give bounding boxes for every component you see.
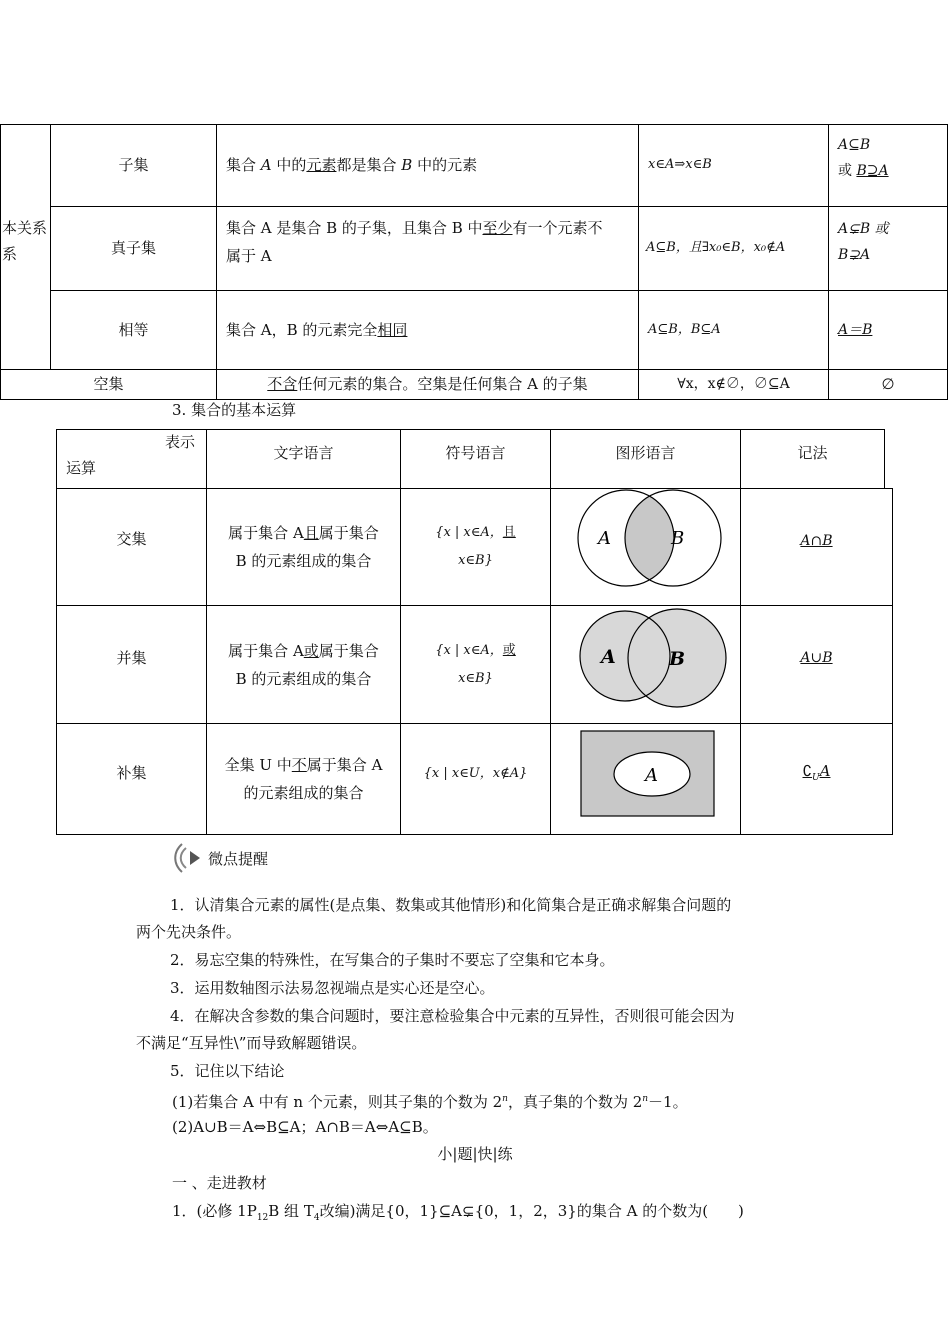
row-empty-notation: ∅	[881, 375, 895, 393]
header-symbol: 符号语言	[445, 444, 506, 462]
row-intersection-symbol: {x | x∈A，且 x∈B}	[435, 525, 516, 568]
row-equal-symbol: A⊆B，B⊆A	[648, 321, 721, 337]
header-corner-top: 表示	[165, 433, 196, 451]
row-complement-text: 全集 U 中不属于集合 A 的元素组成的集合	[224, 756, 383, 802]
tips-title: 微点提醒	[208, 850, 269, 868]
group-label-tail: 系	[2, 245, 18, 263]
row-complement-name: 补集	[116, 764, 147, 782]
complement-venn	[551, 724, 740, 834]
row-intersection-text: 属于集合 A且属于集合 B 的元素组成的集合	[228, 524, 379, 570]
venn-label-a: A	[645, 765, 658, 786]
venn-label-b: B	[669, 648, 686, 670]
row-proper-subset-desc: 集合 A 是集合 B 的子集，且集合 B 中至少有一个元素不 属于 A	[226, 219, 603, 265]
tip-3: 3．运用数轴图示法易忽视端点是实心还是空心。	[170, 979, 495, 997]
row-intersection-name: 交集	[116, 530, 147, 548]
tip-1: 1．认清集合元素的属性(是点集、数集或其他情形)和化简集合是正确求解集合问题的	[170, 896, 732, 914]
row-empty-symbol: ∀x，x∉∅，∅⊆A	[677, 376, 790, 392]
tip-2: 2．易忘空集的特殊性，在写集合的子集时不要忘了空集和它本身。	[170, 951, 615, 969]
conclusion-2: (2)A∪B＝A⇔B⊆A；A∩B＝A⇔A⊆B。	[172, 1118, 438, 1136]
row-subset-name: 子集	[118, 156, 149, 174]
intersection-venn	[551, 489, 740, 605]
header-corner-bottom: 运算	[66, 459, 97, 477]
venn-label-a: A	[601, 646, 616, 668]
row-proper-subset-name: 真子集	[110, 239, 156, 257]
conclusion-1: (1)若集合 A 中有 n 个元素，则其子集的个数为 2$^n$，真子集的个数为 $2^n-1$。	[172, 1093, 688, 1111]
tip-5: 5．记住以下结论	[170, 1062, 285, 1080]
section-title: 3. 集合的基本运算	[172, 401, 297, 419]
row-union-text: 属于集合 A或属于集合 B 的元素组成的集合	[228, 641, 379, 688]
tip-4-cont: 不满足“互异性\”而导致解题错误。	[136, 1034, 367, 1052]
row-union-notation: A∪B	[800, 650, 833, 666]
venn-label-a: A	[598, 528, 611, 549]
row-intersection-notation: A∩B	[800, 533, 833, 549]
union-venn	[551, 606, 740, 723]
header-figure: 图形语言	[615, 444, 676, 462]
header-notation: 记法	[797, 444, 828, 462]
row-union-symbol: {x | x∈A，或 x∈B}	[435, 642, 516, 686]
tip-1-cont: 两个先决条件。	[136, 923, 242, 941]
group-label: 本关系	[2, 219, 48, 237]
venn-label-b: B	[671, 528, 685, 549]
practice-section-1: 一 、走进教材	[172, 1174, 267, 1192]
row-proper-subset-notation: A⊊B 或 B⊋A	[838, 221, 889, 263]
row-equal-desc: 集合 A，B 的元素完全相同	[226, 320, 408, 339]
tips-sound-icon	[170, 842, 206, 874]
row-proper-subset-symbol: A⊆B，且∃x₀∈B，x₀∉A	[646, 240, 786, 255]
row-subset-symbol: x∈A⇒x∈B	[648, 157, 712, 172]
row-subset-notation: A⊆B 或 B⊇A	[838, 137, 889, 179]
row-union-name: 并集	[116, 649, 147, 667]
practice-heading: 小|题|快|练	[437, 1145, 513, 1163]
row-empty-name: 空集	[93, 375, 124, 393]
row-complement-notation: $∁_UA$	[802, 761, 831, 783]
row-complement-symbol: {x | x∈U，x∉A}	[423, 766, 528, 781]
header-text: 文字语言	[273, 444, 334, 462]
row-empty-desc: 不含任何元素的集合。空集是任何集合 A 的子集	[267, 375, 588, 393]
row-equal-notation: A＝B	[838, 321, 873, 338]
question-1: 1．(必修 $1P_{12}B$ 组 $T_4$改编)满足{0，1}⊆A⊊{0，1，2，3}的集合 A 的个数为( )	[172, 1202, 744, 1223]
row-subset-desc: 集合 A 中的元素都是集合 B 中的元素	[226, 156, 478, 174]
row-equal-name: 相等	[118, 320, 149, 339]
tip-4: 4．在解决含参数的集合问题时，要注意检验集合中元素的互异性，否则很可能会因为	[170, 1007, 735, 1025]
